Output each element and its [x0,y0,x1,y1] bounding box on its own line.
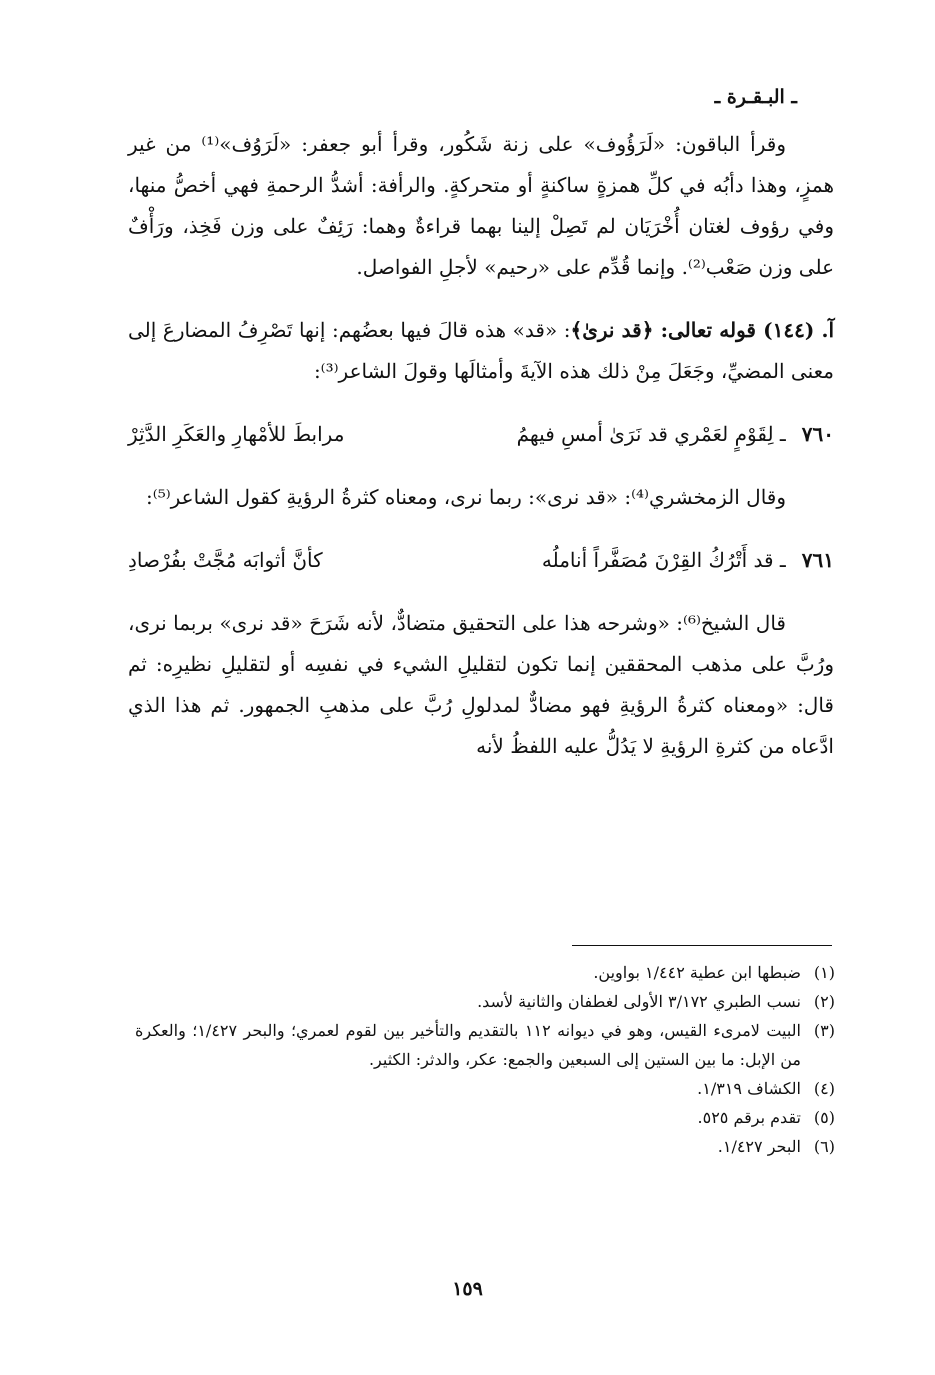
paragraph-1: وقرأ الباقون: «لَرَؤُوف» على زنة شَكُور، وقرأ أبو جعفر: «لَرَوُف»⁽¹⁾ من غير همزٍ، وهذا دأبُه في كلِّ همزةٍ ساكنةٍ أو متحركةٍ. والرأفة: أشدُّ الرحمةِ فهي أخصُّ منها، وفي رؤوف لغتان أُخْرَيَان لم تَصِلْ إلينا بهما قراءةٌ وهما: رَئِفٌ على وزن فَخِذ، ورَأْفٌ على وزن صَعْب⁽²⁾. وإنما قُدِّم على «رحيم» لأجلِ الفواصل. [128,132,834,279]
page-number: ١٥٩ [452,1278,483,1300]
running-header [0,86,935,108]
verse-second-hemistich: كأنَّ أثوابَه مُجَّتْ بفُرْصادِ [128,548,323,572]
footnote [135,987,835,1016]
poetry-verse-761 [128,540,834,581]
verse-first-hemistich: ـ لِقَوْمٍ لعَمْري قد نَرَىٰ أمسِ فيهمُ [516,422,786,446]
footnote-text: تقدم برقم ٥٢٥. [697,1108,801,1127]
paragraph-2 [128,310,834,392]
footnote-text: الكشاف ١/٣١٩. [697,1079,801,1098]
verse-number: ٧٦٠ [801,422,834,446]
verse-second-hemistich: مرابطَ للأمْهارِ والعَكَرِ الدَّثِرْ [128,422,345,446]
verse-number: ٧٦١ [801,548,834,572]
verse-heading: آ. (١٤٤) قوله تعالى: ﴿قد نرىٰ﴾ [570,318,835,342]
footnote-number: (٣) [813,1021,835,1040]
footnote [135,958,835,987]
footnote-separator [572,945,832,946]
running-title: ـ البـقـرة ـ [714,86,797,108]
paragraph-2-text: : «قد» هذه قالَ فيها بعضُهم: إنها تَصْرِفُ المضارعَ إلى معنى المضيِّ، وجَعَلَ مِنْ ذلك هذه الآيةَ وأمثالَها وقولَ الشاعر⁽³⁾: [128,318,834,383]
footnote [135,1103,835,1132]
footnote-text: ضبطها ابن عطية ١/٤٤٢ بواوين. [593,963,801,982]
paragraph-3: وقال الزمخشري⁽⁴⁾: «قد نرى»: ربما نرى، ومعناه كثرةُ الرؤيةِ كقول الشاعر⁽⁵⁾: [146,485,786,509]
poetry-verse-760 [128,414,834,455]
footnote-number: (٦) [813,1137,835,1156]
footnote [135,1074,835,1103]
verse-first-hemistich: ـ قد أَتْرُكُ القِرْنَ مُصَفَّراً أناملُه [541,548,786,572]
footnote-number: (٢) [813,992,835,1011]
footnote [135,1016,835,1074]
footnotes [135,958,835,1161]
footnote-number: (٤) [813,1079,835,1098]
footnote-text: البحر ١/٤٢٧. [717,1137,801,1156]
main-text [128,124,834,767]
footnote-number: (٥) [813,1108,835,1127]
footnote-text: نسب الطبري ٣/١٧٢ الأولى لغطفان والثانية لأسد. [477,992,801,1011]
footnote [135,1132,835,1161]
footnote-text: البيت لامرىء القيس، وهو في ديوانه ١١٢ بالتقديم والتأخير بين لقوم لعمري؛ والبحر ١/٤٢٧؛ والعكرة من الإبل: ما بين الستين إلى السبعين والجمع: عكر، والدثر: الكثير. [135,1021,802,1069]
footnote-number: (١) [813,963,835,982]
paragraph-4: قال الشيخ⁽⁶⁾: «وشرحه هذا على التحقيق متضادٌّ، لأنه شَرَحَ «قد نرى» بربما نرى، ورُبَّ على مذهب المحققين إنما تكون لتقليلِ الشيء في نفسِه أو لتقليلِ نظيرِه: ثم قال: «ومعناه كثرةُ الرؤيةِ فهو مضادٌّ لمدلولِ رُبَّ على مذهبِ الجمهور. ثم هذا الذي ادَّعاه من كثرةِ الرؤيةِ لا يَدُلُّ عليه اللفظُ لأنه [128,611,834,758]
